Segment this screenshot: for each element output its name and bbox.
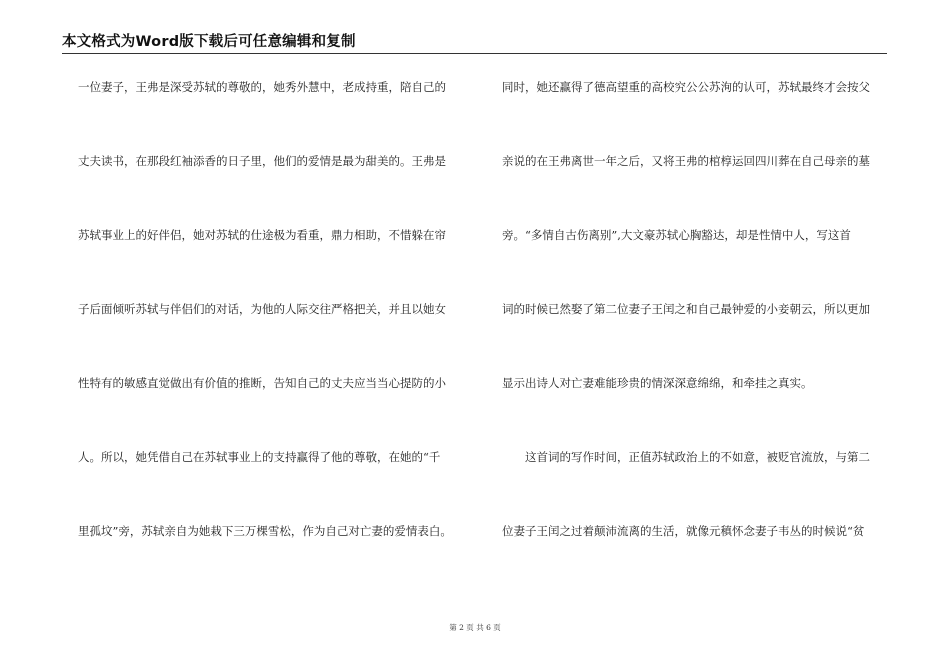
left-line-3: 苏轼事业上的好伴侣，她对苏轼的仕途极为看重，鼎力相助，不惜躲在帘 <box>78 228 446 242</box>
left-line-5: 性特有的敏感直觉做出有价值的推断，告知自己的丈夫应当当心提防的小 <box>78 376 446 390</box>
left-line-1: 一位妻子，王弗是深受苏轼的尊敬的，她秀外慧中，老成持重，陪自己的 <box>78 80 446 94</box>
right-line-5: 显示出诗人对亡妻难能珍贵的情深深意绵绵，和牵挂之真实。 <box>502 376 813 390</box>
left-line-7: 里孤坟”旁，苏轼亲自为她栽下三万棵雪松，作为自己对亡妻的爱情表白。 <box>78 524 452 538</box>
left-line-6: 人。所以，她凭借自己在苏轼事业上的支持赢得了他的尊敬，在她的“千 <box>78 450 441 464</box>
page-number-footer: 第 2 页 共 6 页 <box>449 623 501 632</box>
right-line-2: 亲说的在王弗离世一年之后，又将王弗的棺椁运回四川葬在自己母亲的墓 <box>502 154 870 168</box>
header-rule <box>62 53 887 54</box>
right-line-4: 词的时候已然娶了第二位妻子王闰之和自己最钟爱的小妾朝云，所以更加 <box>502 302 870 316</box>
left-line-2: 丈夫读书，在那段红袖添香的日子里，他们的爱情是最为甜美的。王弗是 <box>78 154 446 168</box>
right-line-7: 位妻子王闰之过着颠沛流离的生活，就像元稹怀念妻子韦丛的时候说“贫 <box>502 524 865 538</box>
left-line-4: 子后面倾听苏轼与伴侣们的对话，为他的人际交往严格把关，并且以她女 <box>78 302 446 316</box>
right-line-6: 这首词的写作时间，正值苏轼政治上的不如意，被贬官流放，与第二 <box>502 450 870 464</box>
right-line-1: 同时，她还赢得了德高望重的高校究公公苏洵的认可，苏轼最终才会按父 <box>502 80 870 94</box>
document-header: 本文格式为Word版下载后可任意编辑和复制 <box>62 34 356 50</box>
right-line-3: 旁。“多情自古伤离别”,大文豪苏轼心胸豁达，却是性情中人，写这首 <box>502 228 851 242</box>
